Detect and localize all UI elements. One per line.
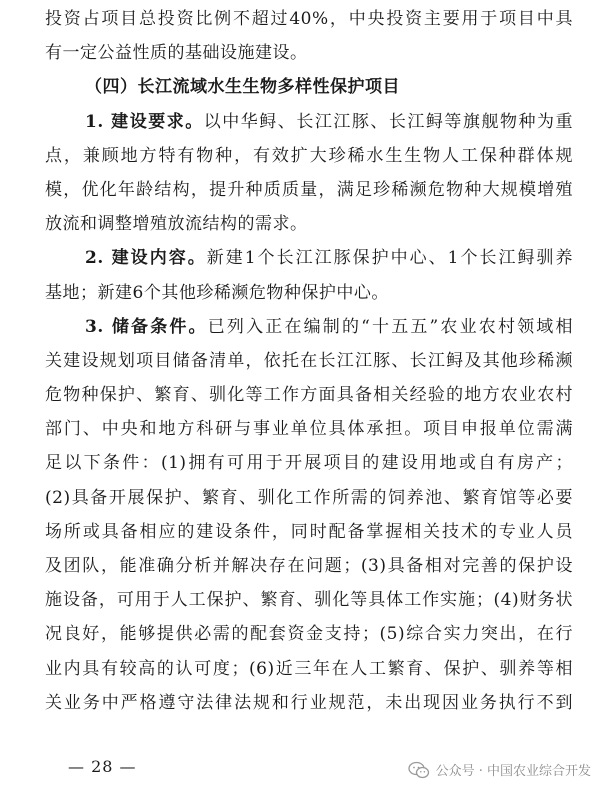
paragraph-line: (2)具备开展保护、繁育、驯化工作所需的饲养池、繁育馆等必要 (45, 487, 573, 508)
item-lead: 3. 储备条件。 (85, 316, 208, 337)
item-text: 以中华鲟、长江江豚、长江鲟等旗舰物种为重 (203, 111, 573, 132)
paragraph-line: 关业务中严格遵守法律法规和行业规范，未出现因业务执行不到 (45, 692, 573, 713)
wechat-icon (408, 761, 430, 779)
paragraph-line (45, 241, 573, 275)
paragraph-line: 点，兼顾地方特有物种，有效扩大珍稀水生生物人工保种群体规 (45, 145, 573, 166)
page-number: — 28 — (68, 757, 137, 776)
paragraph-line: 放流和调整增殖放流结构的需求。 (45, 214, 308, 235)
paragraph-line: 投资占项目总投资比例不超过40%，中央投资主要用于项目中具 (45, 9, 573, 29)
paragraph-line (45, 105, 573, 139)
paragraph-line: 况良好，能够提供必需的配套资金支持；(5)综合实力突出，在行 (45, 624, 573, 645)
section-heading: （四）长江流域水生生物多样性保护项目 (85, 77, 400, 98)
paragraph-line: 场所或具备相应的建设条件，同时配备掌握相关技术的专业人员 (45, 521, 573, 542)
watermark (408, 760, 591, 779)
paragraph-line: 有一定公益性质的基础设施建设。 (45, 43, 308, 64)
paragraph-line: 业内具有较高的认可度；(6)近三年在人工繁育、保护、驯养等相 (45, 658, 573, 679)
paragraph-line: 基地；新建6个其他珍稀濒危物种保护中心。 (45, 282, 389, 303)
watermark-text: 公众号 · 中国农业综合开发 (435, 764, 591, 779)
paragraph-line: 模，优化年龄结构，提升种质质量，满足珍稀濒危物种大规模增殖 (45, 179, 573, 200)
item-text: 已列入正在编制的“十五五”农业农村领域相 (207, 316, 573, 337)
item-lead: 2. 建设内容。 (85, 248, 207, 269)
item-text: 新建1个长江江豚保护中心、1个长江鲟驯养 (206, 248, 573, 269)
paragraph-line: 施设备，可用于人工保护、繁育、驯化等具体工作实施；(4)财务状 (45, 590, 573, 611)
paragraph-line (45, 310, 573, 344)
document-body (45, 2, 573, 720)
paragraph-line: 关建设规划项目储备清单，依托在长江江豚、长江鲟及其他珍稀濒 (45, 350, 573, 371)
paragraph-line: 及团队，能准确分析并解决存在问题；(3)具备相对完善的保护设 (45, 556, 573, 576)
paragraph-line: 足以下条件：(1)拥有可用于开展项目的建设用地或自有房产； (45, 453, 573, 474)
paragraph-line: 危物种保护、繁育、驯化等工作方面具备相关经验的地方农业农村 (45, 385, 573, 406)
paragraph-line: 部门、中央和地方科研与事业单位具体承担。项目申报单位需满 (45, 419, 573, 440)
item-lead: 1. 建设要求。 (85, 111, 204, 132)
